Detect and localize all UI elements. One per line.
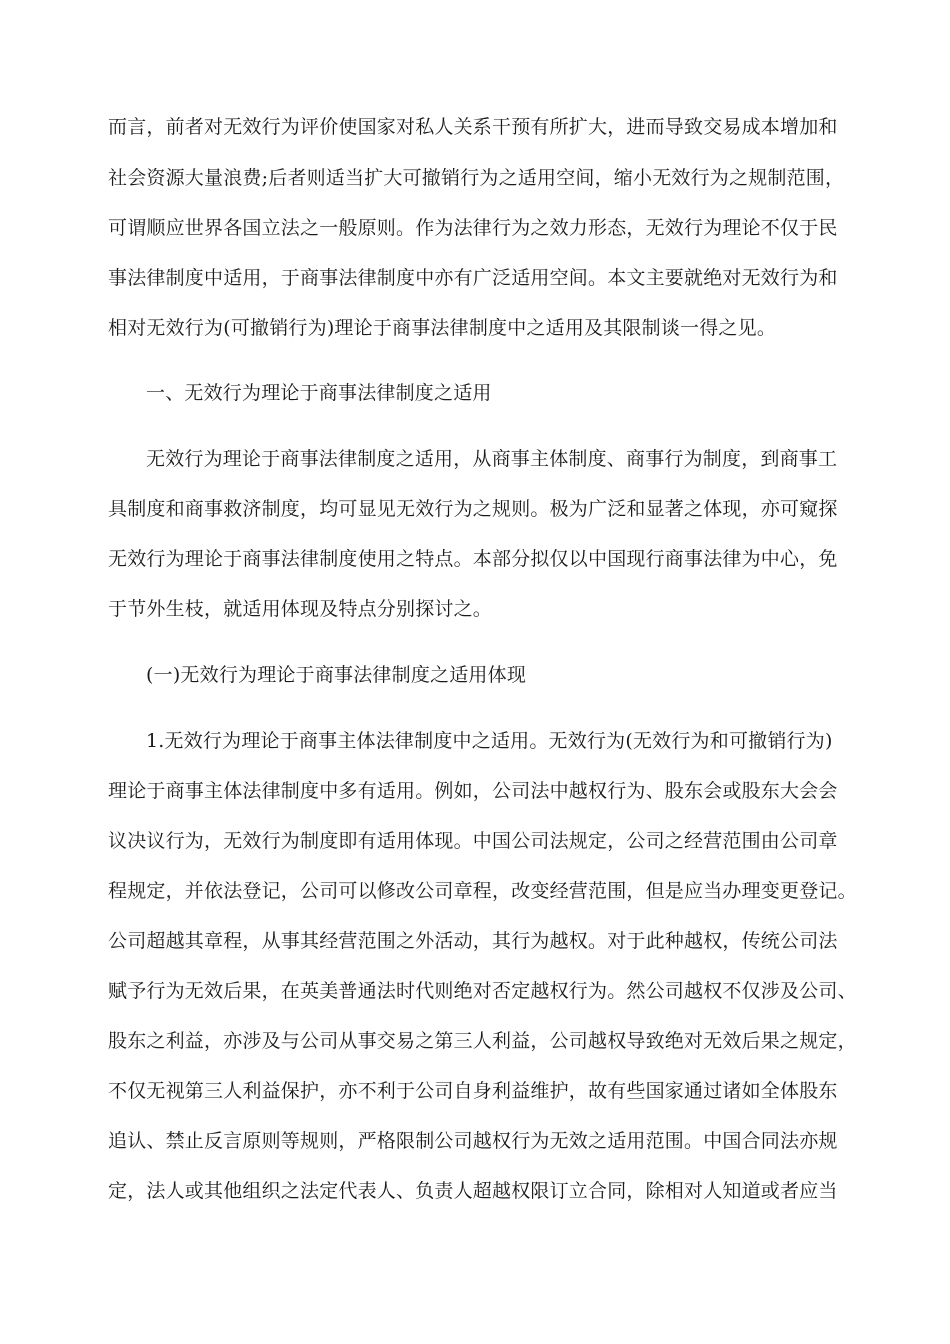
- paragraph-1-line-5: 相对无效行为(可撤销行为)理论于商事法律制度中之适用及其限制谈一得之见。: [108, 317, 777, 339]
- paragraph-1-line-1: 而言，前者对无效行为评价使国家对私人关系干预有所扩大，进而导致交易成本增加和: [108, 116, 838, 138]
- paragraph-3-line-3: 议决议行为，无效行为制度即有适用体现。中国公司法规定，公司之经营范围由公司章: [108, 830, 838, 852]
- paragraph-3-line-10: 定，法人或其他组织之法定代表人、负责人超越权限订立合同，除相对人知道或者应当: [108, 1180, 838, 1202]
- paragraph-2-line-3: 无效行为理论于商事法律制度使用之特点。本部分拟仅以中国现行商事法律为中心，免: [108, 548, 838, 570]
- paragraph-3-line-4: 程规定，并依法登记，公司可以修改公司章程，改变经营范围，但是应当办理变更登记。: [108, 880, 857, 902]
- paragraph-2-line-2: 具制度和商事救济制度，均可显见无效行为之规则。极为广泛和显著之体现，亦可窥探: [108, 498, 838, 520]
- paragraph-2-line-4: 于节外生枝，就适用体现及特点分别探讨之。: [108, 598, 493, 620]
- paragraph-3-line-7: 股东之利益，亦涉及与公司从事交易之第三人利益，公司越权导致绝对无效后果之规定，: [108, 1030, 857, 1052]
- paragraph-3-line-9: 追认、禁止反言原则等规则，严格限制公司越权行为无效之适用范围。中国合同法亦规: [108, 1130, 838, 1152]
- paragraph-3-line-5: 公司超越其章程，从事其经营范围之外活动，其行为越权。对于此种越权，传统公司法: [108, 930, 838, 952]
- paragraph-3-line-1: 1.无效行为理论于商事主体法律制度中之适用。无效行为(无效行为和可撤销行为): [146, 730, 833, 752]
- paragraph-3-line-2: 理论于商事主体法律制度中多有适用。例如，公司法中越权行为、股东会或股东大会会: [108, 780, 838, 802]
- section-heading-1: 一、无效行为理论于商事法律制度之适用: [146, 382, 492, 404]
- paragraph-3-line-8: 不仅无视第三人利益保护，亦不利于公司自身利益维护，故有些国家通过诸如全体股东: [108, 1080, 838, 1102]
- paragraph-1-line-4: 事法律制度中适用，于商事法律制度中亦有广泛适用空间。本文主要就绝对无效行为和: [108, 267, 838, 289]
- paragraph-1-line-2: 社会资源大量浪费;后者则适当扩大可撤销行为之适用空间，缩小无效行为之规制范围，: [108, 167, 845, 189]
- paragraph-3-line-6: 赋予行为无效后果，在英美普通法时代则绝对否定越权行为。然公司越权不仅涉及公司、: [108, 980, 857, 1002]
- paragraph-2-line-1: 无效行为理论于商事法律制度之适用，从商事主体制度、商事行为制度，到商事工: [146, 448, 838, 470]
- paragraph-1-line-3: 可谓顺应世界各国立法之一般原则。作为法律行为之效力形态，无效行为理论不仅于民: [108, 217, 838, 239]
- section-heading-2: (一)无效行为理论于商事法律制度之适用体现: [146, 664, 527, 686]
